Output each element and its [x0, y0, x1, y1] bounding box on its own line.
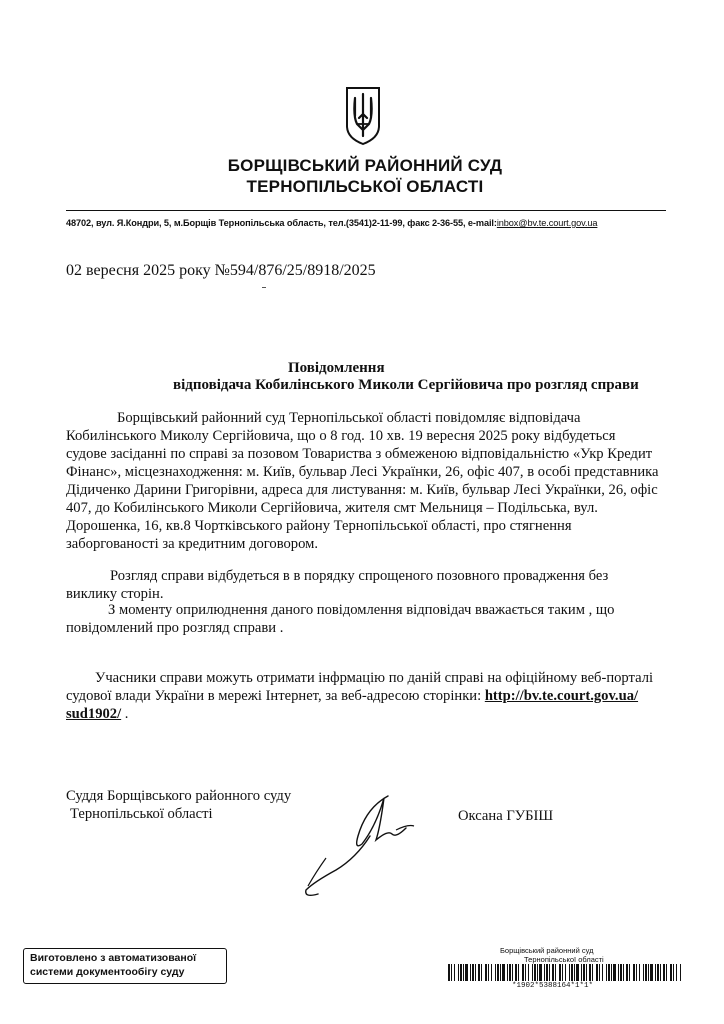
- barcode-bar: [525, 964, 526, 981]
- barcode-bar: [458, 964, 459, 981]
- barcode-bar: [544, 964, 545, 981]
- barcode-bar: [491, 964, 492, 981]
- barcode-bar: [666, 964, 667, 981]
- barcode-bar: [680, 964, 681, 981]
- court-web-link-cont[interactable]: sud1902/: [66, 706, 122, 722]
- barcode-bar: [586, 964, 587, 981]
- barcode-bar: [620, 964, 622, 981]
- barcode-bar: [509, 964, 511, 981]
- barcode-bar: [599, 964, 600, 981]
- web-text: судової влади України в мережі Інтернет, за веб-адресою сторінки:: [66, 688, 485, 704]
- barcode-bar: [676, 964, 677, 981]
- barcode-bar: [539, 964, 542, 981]
- paragraph-line: заборгованості за кредитним договором.: [66, 536, 318, 552]
- barcode-bar: [502, 964, 505, 981]
- barcode-bar: [583, 964, 585, 981]
- stamp-line2: системи документообігу суду: [30, 966, 185, 978]
- trident-emblem-icon: [345, 86, 381, 146]
- paragraph-line: [66, 705, 128, 723]
- barcode-bar: [546, 964, 548, 981]
- barcode-bar: [663, 964, 665, 981]
- barcode-bar: [648, 964, 649, 981]
- paragraph-line: судове засіданні по справі за позовом Товариства з обмеженою відповідальністю «Укр Кредит: [66, 446, 653, 462]
- barcode-bar: [485, 964, 487, 981]
- court-name-line2: ТЕРНОПІЛЬСЬКОЇ ОБЛАСТІ: [246, 177, 484, 196]
- barcode-bar: [655, 964, 656, 981]
- barcode-number: *1902*5388164*1*1*: [512, 982, 594, 990]
- barcode-bar: [613, 964, 616, 981]
- barcode-bar: [528, 964, 529, 981]
- handwritten-signature: [296, 778, 426, 908]
- barcode-bar: [475, 964, 476, 981]
- barcode-bar: [660, 964, 661, 981]
- notice-subtitle: відповідача Кобилінського Миколи Сергійовича про розгляд справи: [173, 377, 639, 393]
- barcode-bar: [549, 964, 550, 981]
- barcode-bar: [497, 964, 499, 981]
- barcode-bar: [602, 964, 603, 981]
- barcode-bar: [512, 964, 513, 981]
- barcode-bar: [650, 964, 653, 981]
- paragraph-line: Кобилінського Миколу Сергійовича, що о 8 год. 10 хв. 19 вересня 2025 року відбудеться: [66, 428, 616, 444]
- paragraph-line: Дідиченко Дарини Григорівни, адреса для листування: м. Київ, бульвар Лесі Українки, 26, офіс: [66, 482, 658, 498]
- barcode-bar: [623, 964, 624, 981]
- barcode-icon: [448, 964, 682, 981]
- barcode-bar: [448, 964, 450, 981]
- barcode-bar: [657, 964, 659, 981]
- judge-position-line2: Тернопільської області: [70, 806, 213, 822]
- barcode-bar: [574, 964, 575, 981]
- automation-stamp: [23, 948, 227, 984]
- email-link[interactable]: inbox@bv.te.court.gov.ua: [496, 218, 598, 228]
- barcode-bar: [589, 964, 591, 981]
- barcode-bar: [670, 964, 672, 981]
- barcode-bar: [537, 964, 538, 981]
- barcode-caption-line1: Борщівський районний суд: [500, 946, 594, 955]
- address-text: 48702, вул. Я.Кондри, 5, м.Борщів Тернопільська область, тел.(3541)2-11-99, факс 2-36-55, e-mail:: [66, 218, 497, 228]
- barcode-bar: [488, 964, 489, 981]
- barcode-bar: [569, 964, 570, 981]
- barcode-bar: [562, 964, 563, 981]
- barcode-bar: [555, 964, 556, 981]
- barcode-bar: [515, 964, 517, 981]
- stamp-line1: Виготовлено з автоматизованої: [30, 952, 197, 964]
- date-reference: 02 вересня 2025 року №594/876/25/8918/2025: [66, 262, 376, 279]
- barcode-bar: [639, 964, 640, 981]
- barcode-bar: [534, 964, 536, 981]
- barcode-bar: [565, 964, 566, 981]
- barcode-bar: [518, 964, 519, 981]
- barcode-bar: [507, 964, 508, 981]
- barcode-bar: [472, 964, 474, 981]
- paragraph-line: 407, до Кобилінського Миколи Сергійовича, жителя смт Мельниця – Подільська, вул.: [66, 500, 598, 516]
- paragraph-line: Учасники справи можуть отримати інфрмацію по даній справі на офіційному веб-порталі: [95, 670, 654, 686]
- barcode-bar: [673, 964, 674, 981]
- barcode-bar: [463, 964, 464, 981]
- paragraph-line: виклику сторін.: [66, 586, 164, 602]
- paragraph-line: Фінанс», місцезнаходження: м. Київ, бульвар Лесі Українки, 26, офіс 407, в особі представника: [66, 464, 659, 480]
- paragraph-line: З моменту оприлюднення даного повідомлення відповідач вважається таким , що: [108, 602, 615, 618]
- barcode-bar: [581, 964, 582, 981]
- barcode-bar: [629, 964, 630, 981]
- barcode-bar: [451, 964, 452, 981]
- barcode-bar: [465, 964, 468, 981]
- barcode-bar: [559, 964, 561, 981]
- barcode-bar: [633, 964, 635, 981]
- paragraph-line: [66, 687, 638, 705]
- barcode-bar: [571, 964, 573, 981]
- barcode-bar: [495, 964, 496, 981]
- barcode-bar: [611, 964, 612, 981]
- paragraph-line: повідомлений про розгляд справи .: [66, 620, 284, 636]
- barcode-bar: [576, 964, 579, 981]
- judge-position-line1: Суддя Борщівського районного суду: [66, 788, 292, 804]
- barcode-bar: [645, 964, 647, 981]
- paragraph-line: Розгляд справи відбудеться в в порядку спрощеного позовного провадження без: [110, 568, 609, 584]
- paragraph-line: Дорошенка, 16, кв.8 Чортківського району Тернопільської області, про стягнення: [66, 518, 572, 534]
- barcode-bar: [552, 964, 554, 981]
- barcode-bar: [606, 964, 607, 981]
- court-address: [66, 218, 686, 228]
- barcode-bar: [596, 964, 598, 981]
- barcode-bar: [522, 964, 524, 981]
- barcode-bar: [478, 964, 480, 981]
- barcode-bar: [500, 964, 501, 981]
- barcode-caption-line2: Тернопільської області: [524, 955, 604, 964]
- barcode-bar: [454, 964, 455, 981]
- barcode-bar: [481, 964, 482, 981]
- barcode-bar: [608, 964, 610, 981]
- notice-title: Повідомлення: [288, 360, 385, 376]
- barcode-bar: [626, 964, 628, 981]
- court-web-link[interactable]: http://bv.te.court.gov.ua/: [484, 688, 639, 704]
- line-tail: .: [121, 706, 129, 722]
- barcode-bar: [643, 964, 644, 981]
- barcode-bar: [532, 964, 533, 981]
- judge-name: Оксана ГУБІШ: [458, 808, 554, 824]
- header-divider: [66, 210, 666, 211]
- barcode-bar: [618, 964, 619, 981]
- paragraph-line: Борщівський районний суд Тернопільської області повідомляє відповідача: [117, 410, 581, 426]
- barcode-bar: [636, 964, 637, 981]
- scan-mark: [262, 287, 266, 288]
- barcode-bar: [592, 964, 593, 981]
- court-name-line1: БОРЩІВСЬКИЙ РАЙОННИЙ СУД: [227, 156, 503, 175]
- barcode-bar: [460, 964, 462, 981]
- barcode-bar: [470, 964, 471, 981]
